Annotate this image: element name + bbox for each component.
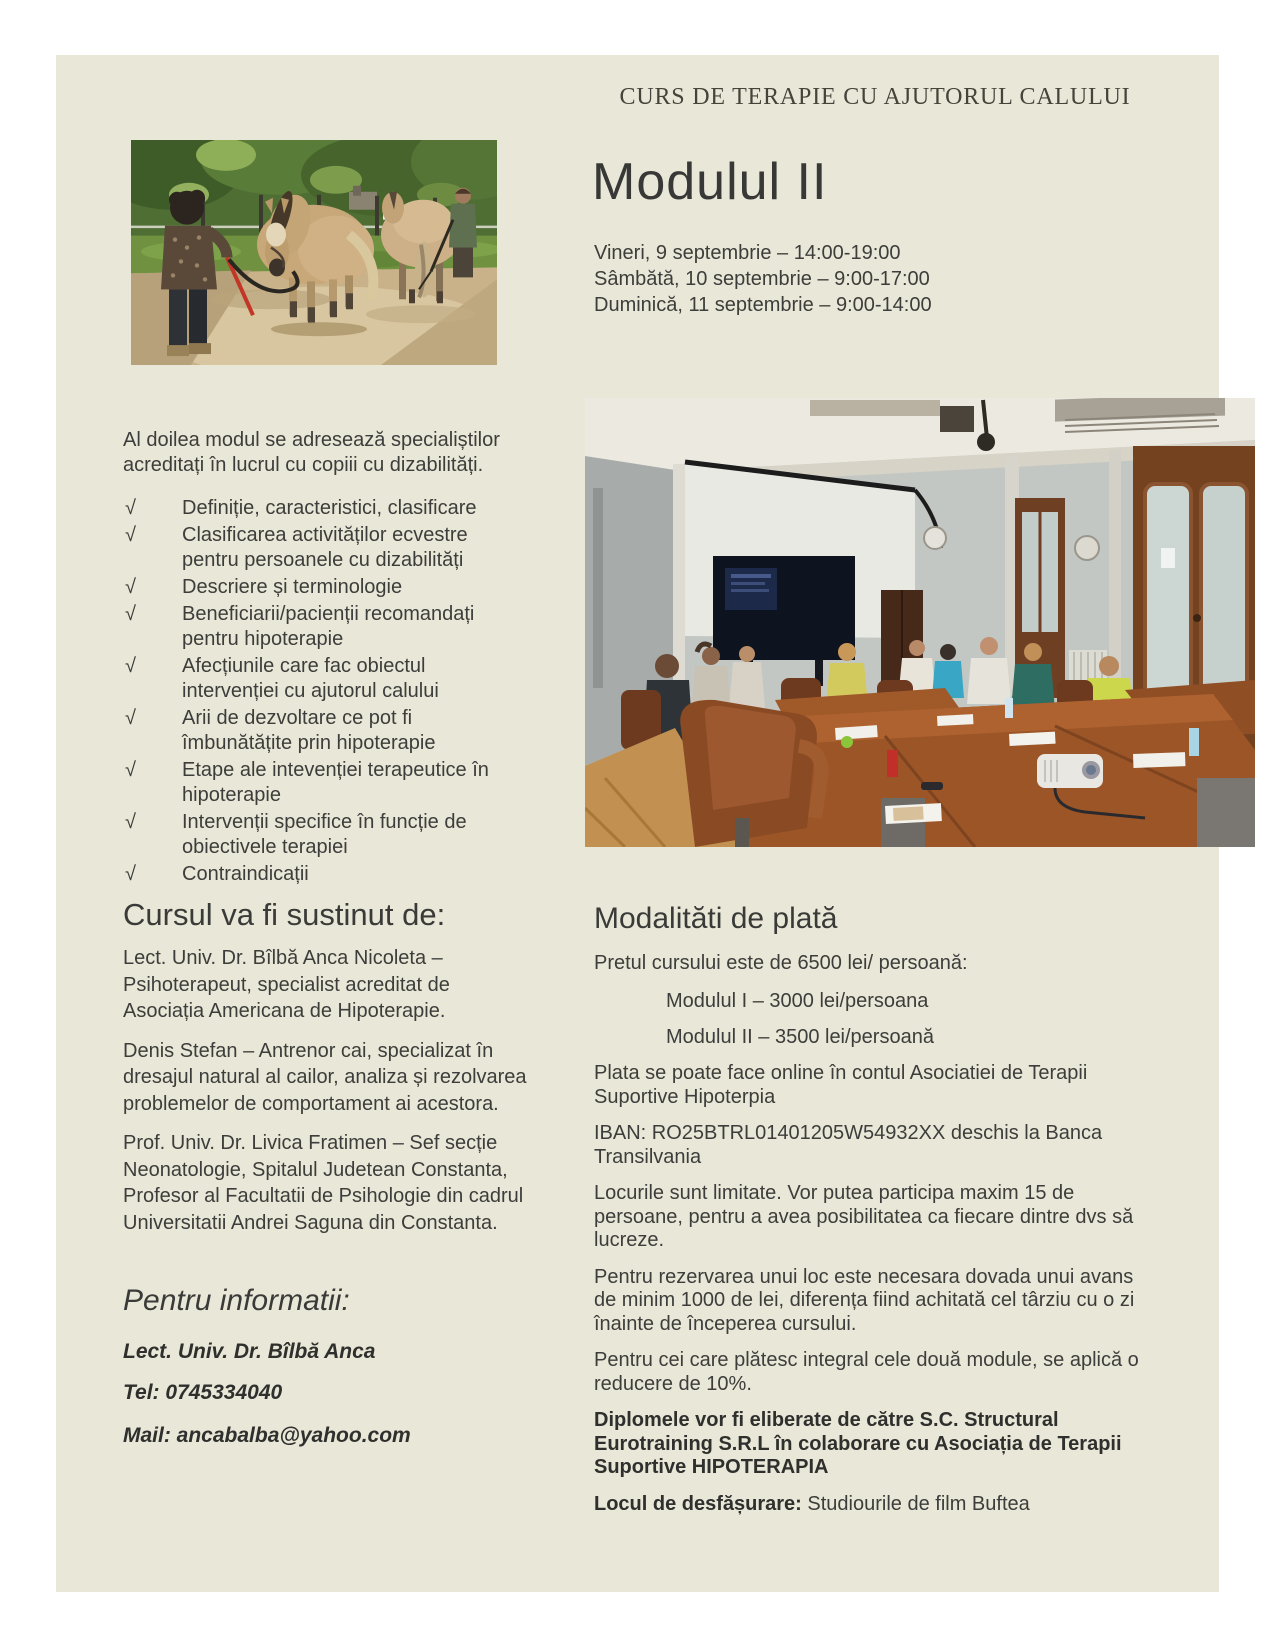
module2-price: Modulul II – 3500 lei/persoană xyxy=(666,1026,934,1048)
check-icon: √ xyxy=(125,603,136,625)
checklist-item: √ Clasificarea activităților ecvestre pentru persoanele cu dizabilități xyxy=(125,524,468,571)
instructor-bio: Prof. Univ. Dr. Livica Fratimen – Sef secție Neonatologie, Spitalul Judetean Constanta, Profesor al Facultatii de Psihologie din cadrul Universitatii Andrei Saguna din Constanta. xyxy=(123,1132,524,1234)
payment-paragraph: Plata se poate face online în contul Asociatiei de Terapii Suportive Hipoterpia xyxy=(594,1062,1088,1108)
topics-checklist xyxy=(125,496,530,889)
document-title: CURS DE TERAPIE CU AJUTORUL CALULUI xyxy=(619,84,1131,110)
check-icon: √ xyxy=(125,524,136,546)
horses-paddock-photo xyxy=(131,140,497,365)
checklist-item: √ Intervenții specifice în funcție de obiectivele terapiei xyxy=(125,811,467,858)
checklist-item: √ Arii de dezvoltare ce pot fi îmbunătățite prin hipoterapie xyxy=(125,707,436,754)
iban-paragraph: IBAN: RO25BTRL01401205W54932XX deschis la Banca Transilvania xyxy=(594,1122,1103,1168)
check-icon: √ xyxy=(125,497,136,519)
schedule-line: Duminică, 11 septembrie – 9:00-14:00 xyxy=(594,294,932,316)
check-icon: √ xyxy=(125,655,136,677)
checklist-item: √ Beneficiarii/pacienții recomandați pentru hipoterapie xyxy=(125,603,475,650)
diploma-note: Diplomele vor fi eliberate de către S.C. Structural Eurotraining S.R.L în colaborare cu Asociația de Terapii Suportive HIPOTERAPIA xyxy=(594,1409,1122,1478)
check-icon: √ xyxy=(125,707,136,729)
course-price: Pretul cursului este de 6500 lei/ persoană: xyxy=(594,952,968,974)
check-icon: √ xyxy=(125,863,136,885)
discount-paragraph: Pentru cei care plătesc integral cele două module, se aplică o reducere de 10%. xyxy=(594,1349,1139,1395)
checklist-item: √ Etape ale intevenției terapeutice în hipoterapie xyxy=(125,759,489,806)
check-icon: √ xyxy=(125,759,136,781)
checklist-item: √ Afecțiunile care fac obiectul intervenției cu ajutorul calului xyxy=(125,655,439,702)
location-value: Studiourile de film Buftea xyxy=(801,1492,1030,1515)
contact-name: Lect. Univ. Dr. Bîlbă Anca xyxy=(123,1340,376,1363)
instructors-heading: Cursul va fi sustinut de: xyxy=(123,897,446,932)
instructor-bio: Lect. Univ. Dr. Bîlbă Anca Nicoleta – Psihoterapeut, specialist acreditat de Asociația Americana de Hipoterapie. xyxy=(123,947,450,1022)
check-icon: √ xyxy=(125,576,136,598)
schedule-block xyxy=(594,240,932,318)
checklist-item: √ Descriere și terminologie xyxy=(125,576,403,598)
meeting-photo-illustration xyxy=(585,398,1255,847)
schedule-line: Vineri, 9 septembrie – 14:00-19:00 xyxy=(594,242,901,264)
payment-details xyxy=(594,1062,1154,1529)
location-line xyxy=(594,1493,1154,1517)
horses-photo-illustration xyxy=(131,140,497,365)
foreground-chair xyxy=(680,700,821,847)
checklist-item: √ Contraindicații xyxy=(125,863,309,885)
instructors-list xyxy=(123,945,533,1249)
check-icon: √ xyxy=(125,811,136,833)
contact-phone: Tel: 0745334040 xyxy=(123,1381,283,1404)
location-label: Locul de desfășurare: xyxy=(594,1492,802,1515)
instructor-bio: Denis Stefan – Antrenor cai, specializat în dresajul natural al cailor, analiza și rezolvarea problemelor de comportament ai acestora. xyxy=(123,1039,527,1115)
module-intro: Al doilea modul se adresează specialiștilor acreditați în lucrul cu copiii cu dizabilități. xyxy=(123,429,500,476)
seats-paragraph: Locurile sunt limitate. Vor putea participa maxim 15 de persoane, pentru a avea posibilitatea ca fiecare dintre dvs să lucreze. xyxy=(594,1182,1134,1251)
module1-price: Modulul I – 3000 lei/persoana xyxy=(666,990,929,1012)
schedule-line: Sâmbătă, 10 septembrie – 9:00-17:00 xyxy=(594,268,930,290)
payment-heading: Modalităti de plată xyxy=(594,902,838,935)
reservation-paragraph: Pentru rezervarea unui loc este necesara dovada unui avans de minim 1000 de lei, diferența fiind achitată cel târziu cu o zi înainte de începerea cursului. xyxy=(594,1265,1135,1335)
contact-email: Mail: ancabalba@yahoo.com xyxy=(123,1424,411,1447)
course-room-photo xyxy=(585,398,1255,847)
module-title: Modulul II xyxy=(592,153,828,211)
checklist-item: √ Definiție, caracteristici, clasificare xyxy=(125,497,477,519)
contact-heading: Pentru informatii: xyxy=(123,1284,350,1317)
